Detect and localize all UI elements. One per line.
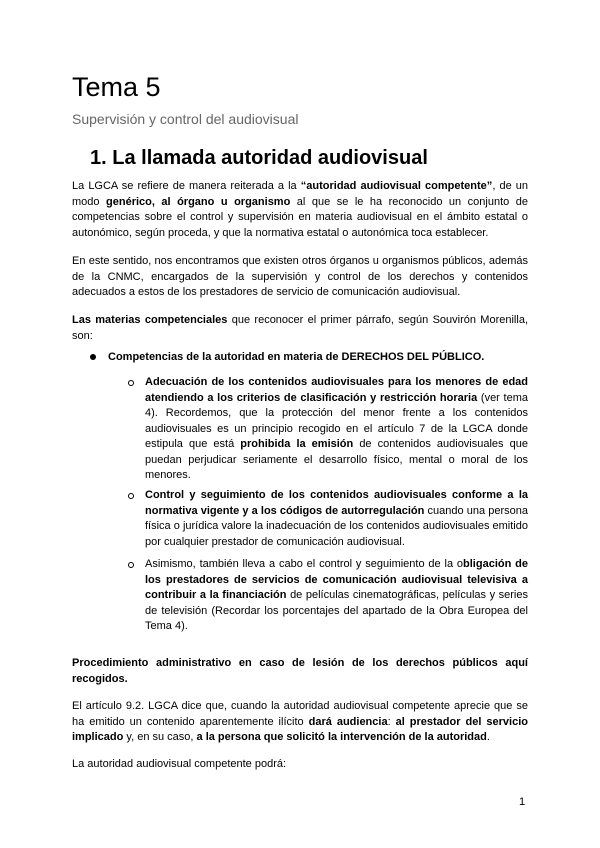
sub-bullet-text [145, 375, 528, 484]
paragraph-podra: La autoridad audiovisual competente podrá: [72, 758, 287, 770]
bold-run: Control y seguimiento de los contenidos audiovisuales conforme a la normativa vigente y a los códigos de autorregulación [145, 489, 528, 517]
text-run: que reconocer el primer párrafo, según Souvirón Morenilla, son: [72, 314, 528, 342]
text-run: de contenidos audiovisuales que puedan perjudicar seriamente el desarrollo físico, mental o moral de los menores. [145, 438, 528, 481]
text-run: cuando una persona física o jurídica valore la inadecuación de los contenidos audiovisuales emitido por cualquier prestador de comunicación audiovisual. [145, 504, 528, 548]
bold-run: a la persona que solicitó la intervención de la autoridad [196, 731, 487, 743]
document-title: Tema 5 [72, 72, 161, 102]
paragraph-procedimiento: Procedimiento administrativo en caso de lesión de los derechos públicos aquí recogidos. [72, 657, 528, 685]
text-run: de películas cinematográficas, películas y series de televisión (Recordar los porcentajes del apartado de la Obra Europea del Tema 4). [145, 589, 528, 632]
paragraph-articulo [72, 699, 528, 746]
bold-run: prohibida la emisión [240, 438, 354, 450]
paragraph-materias [72, 313, 528, 344]
bold-run: “autoridad audiovisual competente” [300, 180, 493, 192]
text-run: El artículo 9.2. LGCA dice que, cuando la autoridad audiovisual competente aprecie que se ha emitido un contenido aparentemente ilícito [72, 700, 528, 728]
bullet-icon [90, 354, 96, 360]
text-run: , de un modo [72, 180, 529, 208]
text-run: : [387, 715, 396, 728]
section-heading: 1. La llamada autoridad audiovisual [90, 147, 428, 169]
circle-bullet-icon [128, 380, 134, 386]
text-run: al que se le ha reconocido un conjunto de competencias sobre el control y supervisión en materia audiovisual en el ámbito estatal o autonómico, según proceda, y que la normativa estatal o autonómica toca establecer. [72, 195, 528, 239]
text-run: (ver tema 4). Recordemos, que la protección del menor frente a los contenidos audiovisuales es un principio recogido en el artículo 7 de la LGCA donde estipula que está [145, 391, 528, 450]
text-run: . [486, 731, 490, 743]
bold-run: genérico, al órgano u organismo [106, 195, 291, 208]
paragraph-context: En este sentido, nos encontramos que existen otros órganos u organismos públicos, además de la CNMC, encargados de la supervisión y control de los derechos y contenidos adecuados a estos de los prestadores de servicio de comunicación audiovisual. [72, 255, 528, 298]
text-run: La LGCA se refiere de manera reiterada a la [72, 180, 301, 192]
bold-run: Adecuación de los contenidos audiovisuales para los menores de edad atendiendo a los criterios de clasificación y restricción horaria [145, 376, 528, 404]
bold-run: Las materias competenciales [72, 314, 228, 326]
circle-bullet-icon [128, 562, 134, 568]
text-run: y, en su caso, [123, 731, 197, 743]
sub-bullet-text [145, 557, 528, 635]
sub-bullet-text [145, 488, 528, 550]
bold-run: bligación de los prestadores de servicios de comunicación audiovisual televisiva a contribuir a la financiación [145, 558, 528, 601]
bold-run: al prestador del servicio implicado [72, 715, 528, 743]
bullet-text: Competencias de la autoridad en materia de DERECHOS DEL PÚBLICO. [108, 351, 485, 363]
document-subtitle: Supervisión y control del audiovisual [72, 111, 299, 127]
bold-run: dará audiencia [308, 715, 388, 728]
page-number: 1 [519, 796, 526, 808]
text-run: Asimismo, también lleva a cabo el control y seguimiento de la o [145, 558, 464, 570]
circle-bullet-icon [128, 493, 134, 499]
paragraph-intro [72, 179, 528, 241]
